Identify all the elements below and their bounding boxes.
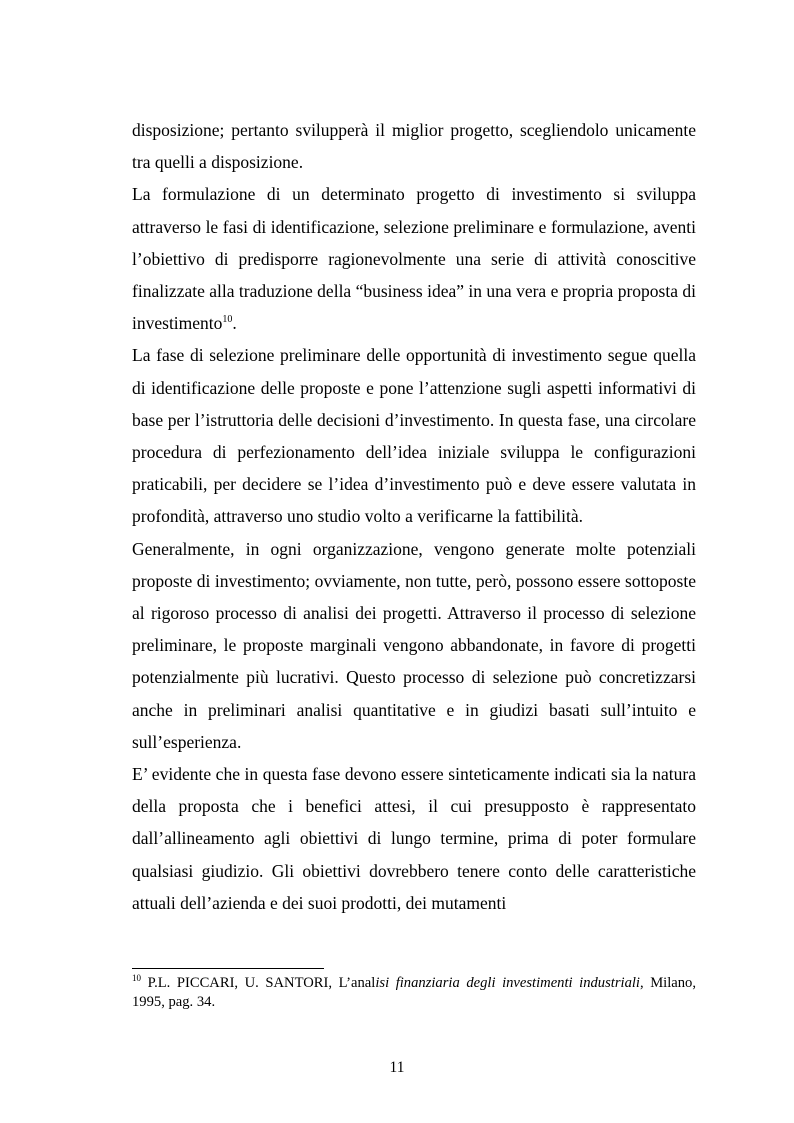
footnote (132, 974, 696, 1012)
footnote-title: isi finanziaria degli investimenti industriali (375, 975, 640, 991)
footnote-ref[interactable]: 10 (222, 314, 233, 326)
paragraph: La fase di selezione preliminare delle opportunità di investimento segue quella di identificazione delle proposte e pone l’attenzione sugli aspetti informativi di base per l’istruttoria delle decisioni d’investimento. In questa fase, una circolare procedura di perfezionamento dell’idea iniziale sviluppa le configurazioni praticabili, per decidere se l’idea d’investimento può e deve essere valutata in profondità, attraverso uno studio volto a verificarne la fattibilità. (132, 345, 696, 527)
paragraph: E’ evidente che in questa fase devono essere sinteticamente indicati sia la natura della proposta che i benefici attesi, il cui presupposto è rappresentato dall’allineamento agli obiettivi di lungo termine, prima di poter formulare qualsiasi giudizio. Gli obiettivi dovrebbero tenere conto delle caratteristiche attuali dell’azienda e dei suoi prodotti, dei mutamenti (132, 764, 696, 913)
body-text (132, 114, 696, 919)
footnote-authors: P.L. PICCARI, U. SANTORI, L’anal (147, 975, 376, 991)
footnote-rest: , Milano, 1995, pag. 34. (132, 975, 697, 1010)
paragraph: La formulazione di un determinato progetto di investimento si sviluppa attraverso le fasi di identificazione, selezione preliminare e formulazione, aventi l’obiettivo di predisporre ragionevolmente una serie di attività conoscitive finalizzate alla traduzione della “business idea” in una vera e propria proposta di investimento$^{10}$. (132, 184, 696, 334)
footnote-separator (132, 968, 324, 969)
paragraph: Generalmente, in ogni organizzazione, vengono generate molte potenziali proposte di investimento; ovviamente, non tutte, però, possono essere sottoposte al rigoroso processo di analisi dei progetti. Attraverso il processo di selezione preliminare, le proposte marginali vengono abbandonate, in favore di progetti potenzialmente più lucrativi. Questo processo di selezione può concretizzarsi anche in preliminari analisi quantitative e in giudizi basati sull’intuito e sull’esperienza. (132, 538, 696, 752)
page-number: 11 (389, 1059, 405, 1076)
paragraph: disposizione; pertanto svilupperà il miglior progetto, scegliendolo unicamente tra quelli a disposizione. (132, 120, 696, 173)
footnote-number: 10 (132, 973, 141, 984)
